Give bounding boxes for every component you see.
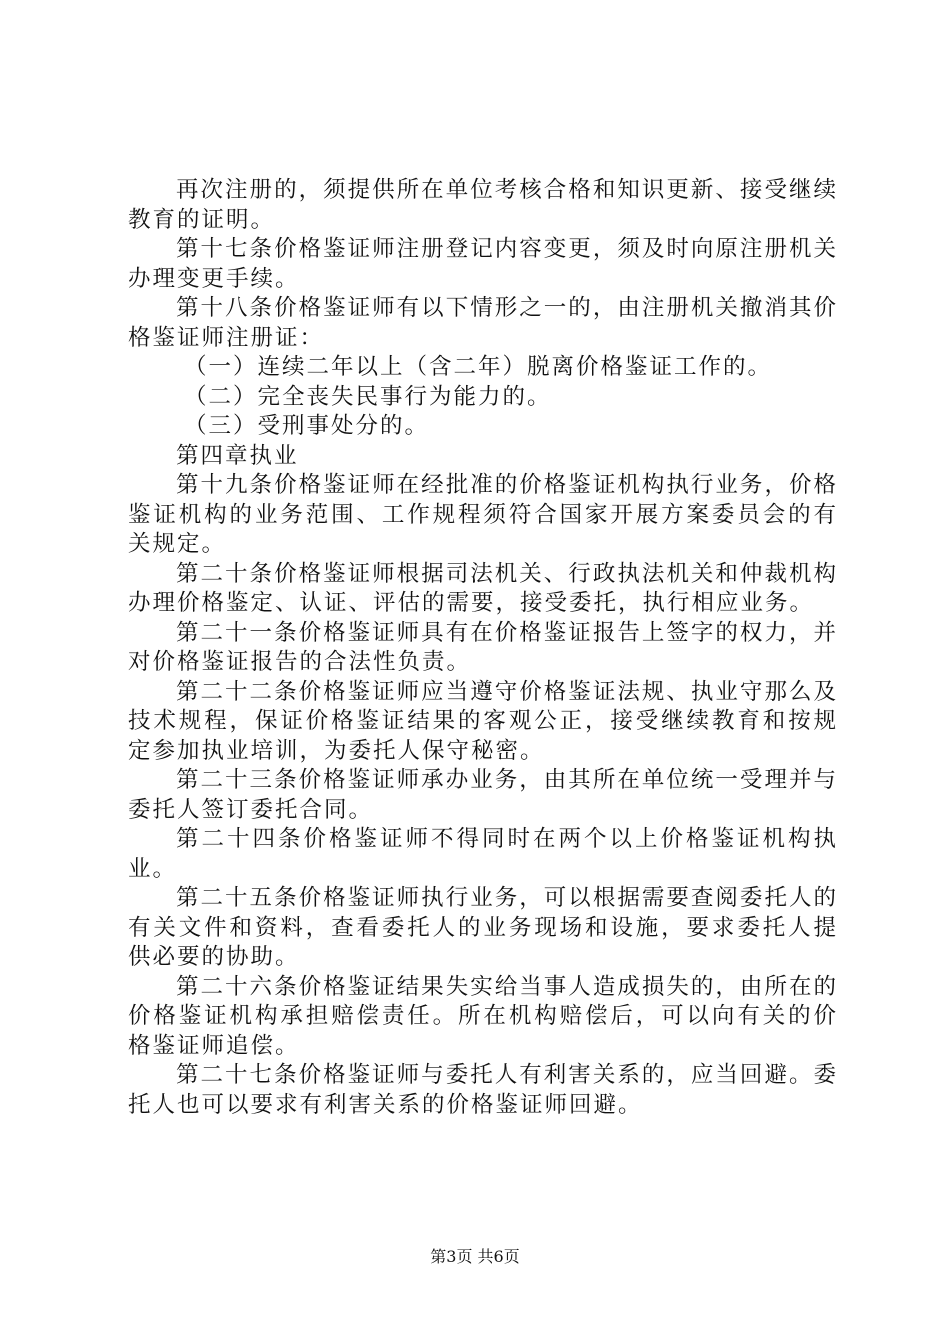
paragraph-article-24: 第二十四条价格鉴证师不得同时在两个以上价格鉴证机构执业。 <box>128 826 838 882</box>
paragraph-article-18: 第十八条价格鉴证师有以下情形之一的，由注册机关撤消其价格鉴证师注册证： <box>128 295 838 351</box>
document-body <box>128 176 838 1120</box>
list-item-3: （三）受刑事处分的。 <box>184 413 430 439</box>
list-item-1: （一）连续二年以上（含二年）脱离价格鉴证工作的。 <box>184 354 773 380</box>
paragraph-article-25: 第二十五条价格鉴证师执行业务，可以根据需要查阅委托人的有关文件和资料，查看委托人的业务现场和设施，要求委托人提供必要的协助。 <box>128 885 838 970</box>
paragraph-article-27: 第二十七条价格鉴证师与委托人有利害关系的，应当回避。委托人也可以要求有利害关系的价格鉴证师回避。 <box>128 1062 838 1118</box>
page-footer: 第3页 共6页 <box>430 1247 520 1266</box>
paragraph-article-17: 第十七条价格鉴证师注册登记内容变更，须及时向原注册机关办理变更手续。 <box>128 236 838 292</box>
paragraph-article-21: 第二十一条价格鉴证师具有在价格鉴证报告上签字的权力，并对价格鉴证报告的合法性负责。 <box>128 619 838 675</box>
paragraph-article-26: 第二十六条价格鉴证结果失实给当事人造成损失的，由所在的价格鉴证机构承担赔偿责任。所在机构赔偿后，可以向有关的价格鉴证师追偿。 <box>128 973 838 1059</box>
paragraph-article-22: 第二十二条价格鉴证师应当遵守价格鉴证法规、执业守那么及技术规程，保证价格鉴证结果的客观公正，接受继续教育和按规定参加执业培训，为委托人保守秘密。 <box>128 678 838 764</box>
chapter-heading: 第四章执业 <box>176 442 299 469</box>
paragraph-article-20: 第二十条价格鉴证师根据司法机关、行政执法机关和仲裁机构办理价格鉴定、认证、评估的需要，接受委托，执行相应业务。 <box>128 560 838 616</box>
paragraph-article-23: 第二十三条价格鉴证师承办业务，由其所在单位统一受理并与委托人签订委托合同。 <box>128 767 838 823</box>
paragraph-article-19: 第十九条价格鉴证师在经批准的价格鉴证机构执行业务，价格鉴证机构的业务范围、工作规程须符合国家开展方案委员会的有关规定。 <box>128 472 838 557</box>
list-item-2: （二）完全丧失民事行为能力的。 <box>184 383 552 410</box>
paragraph-reregistration: 再次注册的，须提供所在单位考核合格和知识更新、接受继续教育的证明。 <box>128 177 838 233</box>
